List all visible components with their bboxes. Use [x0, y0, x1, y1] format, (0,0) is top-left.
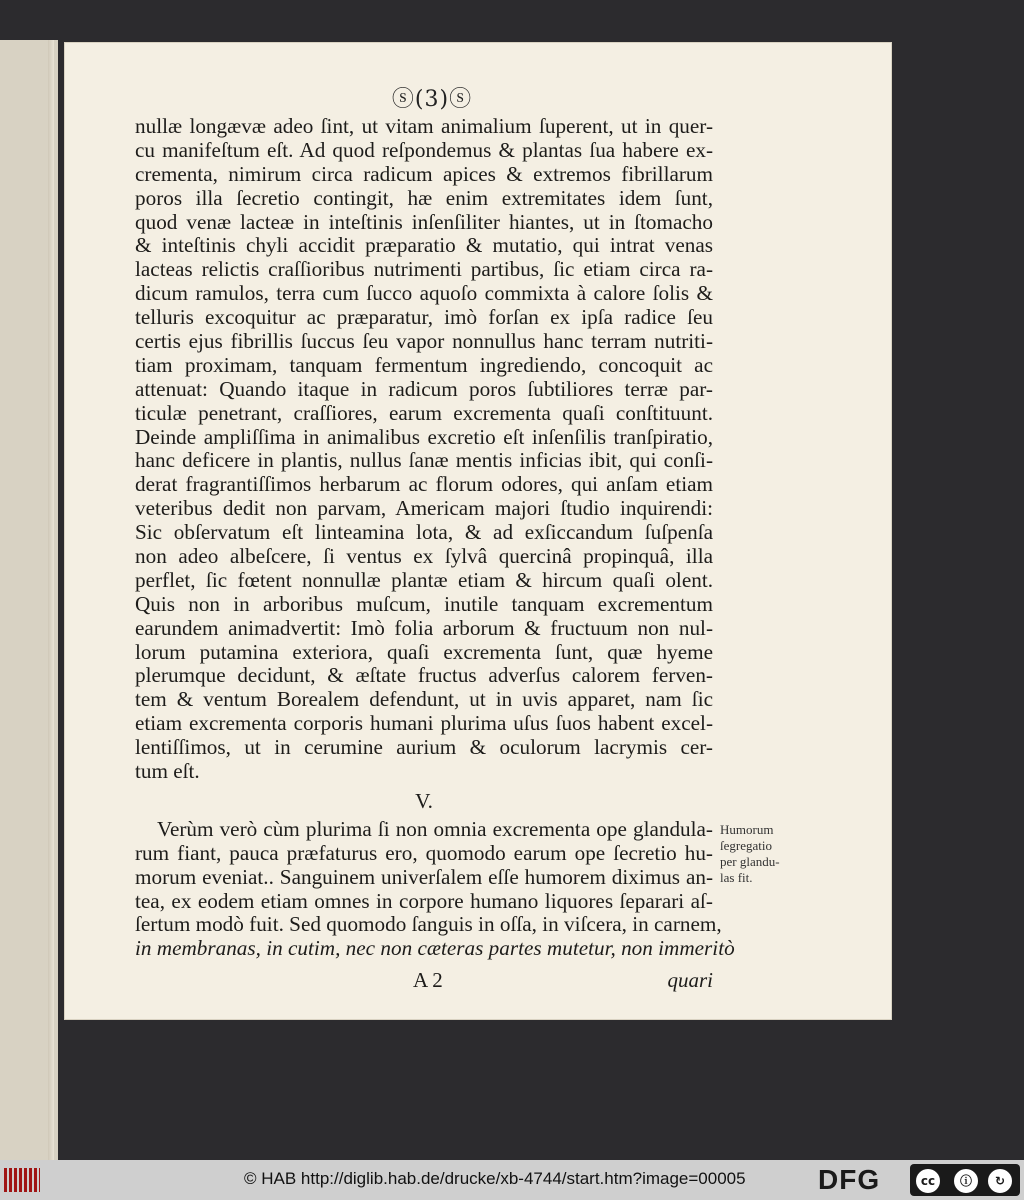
page-body [135, 114, 735, 961]
text-line: earundem animadvertit: Imò folia arborum & fructuum non nul- [135, 615, 713, 640]
text-line: Sic obſervatum eſt linteamina lota, & ad exſiccandum ſuſpenſa [135, 520, 713, 545]
margin-note-line: per glandu- [720, 854, 780, 869]
margin-note-line: Humorum [720, 822, 774, 837]
text-line: perflet, ſic fœtent nonnullæ plantæ etiam & hircum quaſi olent. [135, 567, 713, 592]
signature-mark: A 2 [413, 968, 443, 992]
text-line: Verùm verò cùm plurima ſi non omnia excrementa ope glandula- [157, 816, 713, 841]
cc-icon: cc [914, 1167, 942, 1195]
text-line: cu manifeſtum eſt. Ad quod reſpondemus & plantas ſua habere ex- [135, 137, 713, 162]
text-line: dicum ramulos, terra cum ſucco aquoſo commixta à calore ſolis & [135, 281, 713, 306]
text-line: tiam proximam, tanquam fermentum ingrediendo, concoquit ac [135, 352, 713, 377]
footer-bar [0, 1160, 1024, 1200]
text-line: nullæ longævæ adeo ſint, ut vitam animalium ſuperent, ut in quer- [135, 114, 713, 138]
text-line: rum fiant, pauca præfaturus ero, quomodo earum ope ſecretio hu- [135, 840, 713, 865]
text-line: in membranas, in cutim, nec non cæteras partes mutetur, non immeritò [135, 936, 735, 961]
text-line: plerumque decidunt, & æſtate fructus adverſus calorem ferven- [135, 663, 713, 688]
text-line: attenuat: Quando itaque in radicum poros ſubtiliores terræ par- [135, 376, 713, 401]
by-icon: ⓘ [952, 1167, 980, 1195]
text-line: & inteſtinis chyli accidit præparatio & mutatio, qui intrat venas [135, 233, 713, 258]
text-line: crementa, nimirum circa radicum apices & extremos fibrillarum [135, 161, 713, 186]
catchword: quari [667, 968, 713, 992]
text-line: Quis non in arboribus muſcum, inutile tanquam excrementum [135, 591, 713, 616]
text-line: poros illa ſecretio contingit, hæ enim extremitates idem ſunt, [135, 185, 713, 210]
section-heading: V. [415, 788, 433, 813]
text-line: Deinde ampliſſima in animalibus excretio eſt inſenſilis tranſpiratio, [135, 424, 713, 449]
left-page-edge [0, 40, 58, 1160]
text-line: morum eveniat.. Sanguinem univerſalem eſſe humorem diximus an- [135, 864, 713, 889]
text-line: telluris excoquitur ac præparatur, imò forſan ex ipſa radice ſeu [135, 305, 713, 330]
text-line: quod venæ lacteæ in inteſtinis inſenſiliter hiantes, ut in ſtomacho [135, 209, 713, 234]
text-line: ticulæ penetrant, craſſiores, earum excrementa quaſi conſtituunt. [135, 400, 713, 425]
hab-logo-icon [4, 1168, 40, 1192]
dfg-logo: DFG [818, 1164, 881, 1195]
text-line: etiam excrementa corporis humani plurima uſus ſuos habent excel- [135, 711, 713, 736]
sa-icon: ↻ [986, 1167, 1014, 1195]
text-line: veteribus dedit non parvam, Americam majori ſtudio inquirendi: [135, 496, 713, 521]
text-line: lentiſſimos, ut in cerumine aurium & oculorum lacrymis cer- [135, 735, 713, 760]
text-line: ſertum modò fuit. Sed quomodo ſanguis in oſſa, in viſcera, in carnem, [135, 912, 722, 937]
text-line: tea, ex eodem etiam omnes in corpore humano liquores ſeparari aſ- [135, 888, 713, 913]
page-header-ornament: ⓢ(3)ⓢ [391, 87, 473, 112]
signature-line [135, 968, 713, 992]
text-line: tem & ventum Borealem defendunt, ut in uvis apparet, nam ſic [135, 687, 713, 712]
copyright-link[interactable]: © HAB http://diglib.hab.de/drucke/xb-4744/start.htm?image=00005 [244, 1169, 746, 1188]
cc-license-badge[interactable] [910, 1164, 1020, 1196]
margin-note [720, 822, 800, 886]
text-line: certis ejus fibrillis ſuccus ſeu vapor nonnullus hanc terram nutriti- [135, 329, 713, 354]
margin-note-line: ſegregatio [720, 838, 772, 853]
text-line: derat fragrantiſſimos herbarum ac florum odores, qui anſam etiam [135, 472, 713, 497]
text-line: tum eſt. [135, 759, 200, 784]
text-line: hanc deficere in plantis, nullus ſanæ mentis inficias ibit, qui conſi- [135, 448, 713, 473]
text-line: lacteas relictis craſſioribus nutrimenti partibus, ſic etiam circa ra- [135, 257, 713, 282]
page-edge-strip [48, 40, 54, 1160]
margin-note-line: las fit. [720, 870, 753, 885]
text-line: non adeo albeſcere, ſi ventus ex ſylvâ quercinâ propinquâ, illa [135, 544, 713, 569]
text-line: lorum putamina exteriora, quaſi excrementa ſunt, quæ hyeme [135, 639, 713, 664]
